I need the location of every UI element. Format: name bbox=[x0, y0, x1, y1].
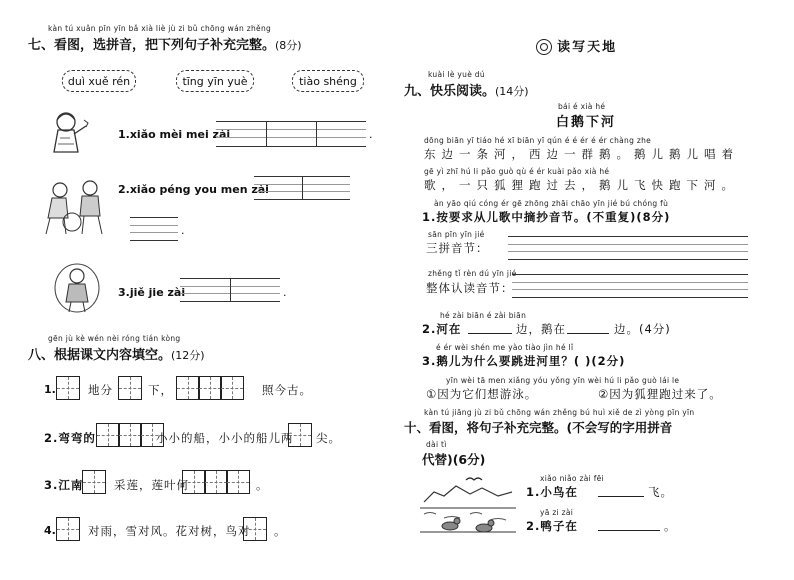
badge-icon bbox=[536, 39, 552, 55]
sec9-title bbox=[404, 80, 529, 99]
answer-lines-q7-3[interactable] bbox=[180, 278, 280, 302]
blank-line[interactable] bbox=[567, 333, 609, 334]
sec9-score: (14分) bbox=[495, 85, 529, 98]
sec10-q1-b: 飞。 bbox=[648, 485, 673, 499]
pond-ducks-bird-illustration bbox=[420, 474, 516, 536]
poem-line1-pinyin: dōng biān yī tiáo hé xī biān yī qún é é ér é ér chàng zhe bbox=[424, 136, 652, 145]
girl-singing-illustration bbox=[44, 108, 94, 156]
sec9-q3-pinyin: é ér wèi shén me yào tiào jìn hé lǐ bbox=[436, 343, 574, 352]
sec7-pinyin: kàn tú xuǎn pīn yīn bǎ xià liè jù zi bǔ chōng wán zhěng bbox=[48, 24, 272, 33]
tian-box[interactable] bbox=[198, 376, 222, 400]
sec8-q3-c: 。 bbox=[256, 478, 269, 492]
sec10-pinyin: kàn tú jiāng jù zi bǔ chōng wán zhěng bú huì xiě de zì yòng pīn yīn bbox=[424, 408, 695, 417]
sec10-q2-pinyin: yā zi zài bbox=[540, 508, 574, 517]
period-mark: . bbox=[283, 286, 287, 299]
tian-box[interactable] bbox=[96, 423, 120, 447]
sec8-q1-num: 1. bbox=[44, 383, 56, 396]
sec9-q2-c: 边。(4分) bbox=[614, 322, 671, 336]
sec9-q1-pinyin: àn yāo qiú cóng ér gē zhōng zhāi chāo yīn jié bú chóng fù bbox=[434, 199, 669, 208]
sec7-title-text: 七、看图，选拼音，把下列句子补充完整。 bbox=[28, 38, 276, 53]
sec8-q4-num: 4. bbox=[44, 524, 56, 537]
sec8-q2-c: 尖。 bbox=[316, 431, 341, 445]
sec9-q1a: 三拼音节： bbox=[426, 241, 489, 255]
sec7-title bbox=[28, 34, 302, 53]
sec10-q1-pinyin: xiǎo niǎo zài fēi bbox=[540, 474, 604, 483]
sec9-pinyin: kuài lè yuè dú bbox=[428, 70, 485, 79]
sec8-title bbox=[28, 344, 205, 363]
sec8-q1-b: 下， bbox=[148, 383, 173, 397]
option-pill-3: tiào shéng bbox=[292, 70, 364, 92]
reading-badge bbox=[536, 36, 617, 55]
tian-box[interactable] bbox=[118, 376, 142, 400]
sec8-pinyin: gēn jù kè wén nèi róng tián kòng bbox=[48, 334, 181, 343]
tian-box[interactable] bbox=[56, 517, 80, 541]
answer-lines-three-syllable[interactable] bbox=[508, 236, 748, 260]
sec10-q1-a: 1.小鸟在 bbox=[526, 485, 578, 499]
tian-box[interactable] bbox=[220, 376, 244, 400]
sec9-q1b-pinyin: zhěng tǐ rèn dú yīn jié bbox=[428, 269, 517, 278]
sec8-q2-b: 小小的船，小小的船儿两 bbox=[156, 431, 294, 445]
sec9-q1: 1.按要求从儿歌中摘抄音节。(不重复)(8分) bbox=[422, 210, 671, 224]
blank-line[interactable] bbox=[598, 496, 644, 497]
period-mark: . bbox=[181, 224, 185, 237]
answer-lines-q7-2a[interactable] bbox=[254, 176, 350, 200]
sec8-q1-a: 地分 bbox=[88, 383, 113, 397]
tian-box[interactable] bbox=[176, 376, 200, 400]
sec8-q1-c: 照今古。 bbox=[262, 383, 312, 397]
sec9-title-text: 九、快乐阅读。 bbox=[404, 84, 496, 99]
tian-box[interactable] bbox=[82, 470, 106, 494]
sec9-q1a-pinyin: sān pīn yīn jié bbox=[428, 230, 485, 239]
sec8-title-text: 八、根据课文内容填空。 bbox=[28, 348, 172, 363]
sec10-q2-b: 。 bbox=[664, 519, 677, 533]
answer-lines-q7-1[interactable] bbox=[216, 121, 366, 147]
poem-line2-pinyin: gē yì zhī hú li pǎo guò qù é ér kuài pǎo xià hé bbox=[424, 167, 610, 176]
sec9-q1b: 整体认读音节： bbox=[426, 281, 514, 295]
sec9-q2-pinyin: hé zài biān é zài biān bbox=[440, 311, 527, 320]
tian-box[interactable] bbox=[243, 517, 267, 541]
sec10-pinyin2: dài tì bbox=[426, 440, 447, 449]
option-2[interactable]: ②因为狐狸跑过来了。 bbox=[598, 387, 722, 401]
sec8-q3-a: 3.江南 bbox=[44, 478, 84, 492]
kids-snowman-illustration bbox=[42, 176, 112, 238]
sec10-title: 十、看图，将句子补充完整。(不会写的字用拼音 bbox=[404, 420, 673, 435]
sec10-q2-a: 2.鸭子在 bbox=[526, 519, 578, 533]
answer-lines-q7-2b[interactable] bbox=[130, 217, 178, 241]
option-1[interactable]: ①因为它们想游泳。 bbox=[426, 387, 538, 401]
sec9-opt-pinyin: yīn wèi tā men xiǎng yóu yǒng yīn wèi hú li pǎo guò lái le bbox=[446, 376, 680, 385]
tian-box[interactable] bbox=[226, 470, 250, 494]
poem-title: 白鹅下河 bbox=[556, 115, 617, 130]
sec7-q3-text: 3.jiě jie zài bbox=[118, 286, 186, 299]
badge-text: 读写天地 bbox=[557, 40, 618, 55]
sec10-title2: 代替)(6分) bbox=[422, 452, 486, 467]
sec8-q4-a: 对雨，雪对风。花对树，鸟对 bbox=[88, 524, 251, 538]
poem-line2: 歌，一只狐狸跑过去，鹅儿飞快跑下河。 bbox=[424, 178, 739, 192]
blank-line[interactable] bbox=[598, 530, 660, 531]
sec8-q2-a: 2.弯弯的 bbox=[44, 431, 96, 445]
sec7-q2-text: 2.xiǎo péng you men zài bbox=[118, 183, 269, 196]
sec9-q2-a: 2.河在 bbox=[422, 322, 462, 336]
tian-box[interactable] bbox=[182, 470, 206, 494]
option-pill-1: duì xuě rén bbox=[62, 70, 136, 92]
sec7-q1-text: 1.xiǎo mèi mei zài bbox=[118, 128, 231, 141]
poem-title-pinyin: bái é xià hé bbox=[558, 102, 606, 111]
sec9-q2-b: 边，鹅在 bbox=[516, 322, 566, 336]
girl-jumping-rope-illustration bbox=[52, 262, 102, 316]
tian-box[interactable] bbox=[118, 423, 142, 447]
sec8-score: (12分) bbox=[171, 349, 205, 362]
sec7-score: (8分) bbox=[275, 39, 302, 52]
sec8-q3-b: 采莲，莲叶何 bbox=[114, 478, 189, 492]
period-mark: . bbox=[369, 128, 373, 141]
sec9-q3: 3.鹅儿为什么要跳进河里？( )(2分) bbox=[422, 354, 626, 368]
tian-box[interactable] bbox=[288, 423, 312, 447]
sec8-q4-b: 。 bbox=[274, 524, 287, 538]
blank-line[interactable] bbox=[468, 333, 512, 334]
answer-lines-whole-syllable[interactable] bbox=[512, 274, 748, 298]
tian-box[interactable] bbox=[204, 470, 228, 494]
poem-line1: 东边一条河，西边一群鹅。鹅儿鹅儿唱着 bbox=[424, 147, 739, 161]
tian-box[interactable] bbox=[56, 376, 80, 400]
option-pill-2: tīng yīn yuè bbox=[176, 70, 254, 92]
